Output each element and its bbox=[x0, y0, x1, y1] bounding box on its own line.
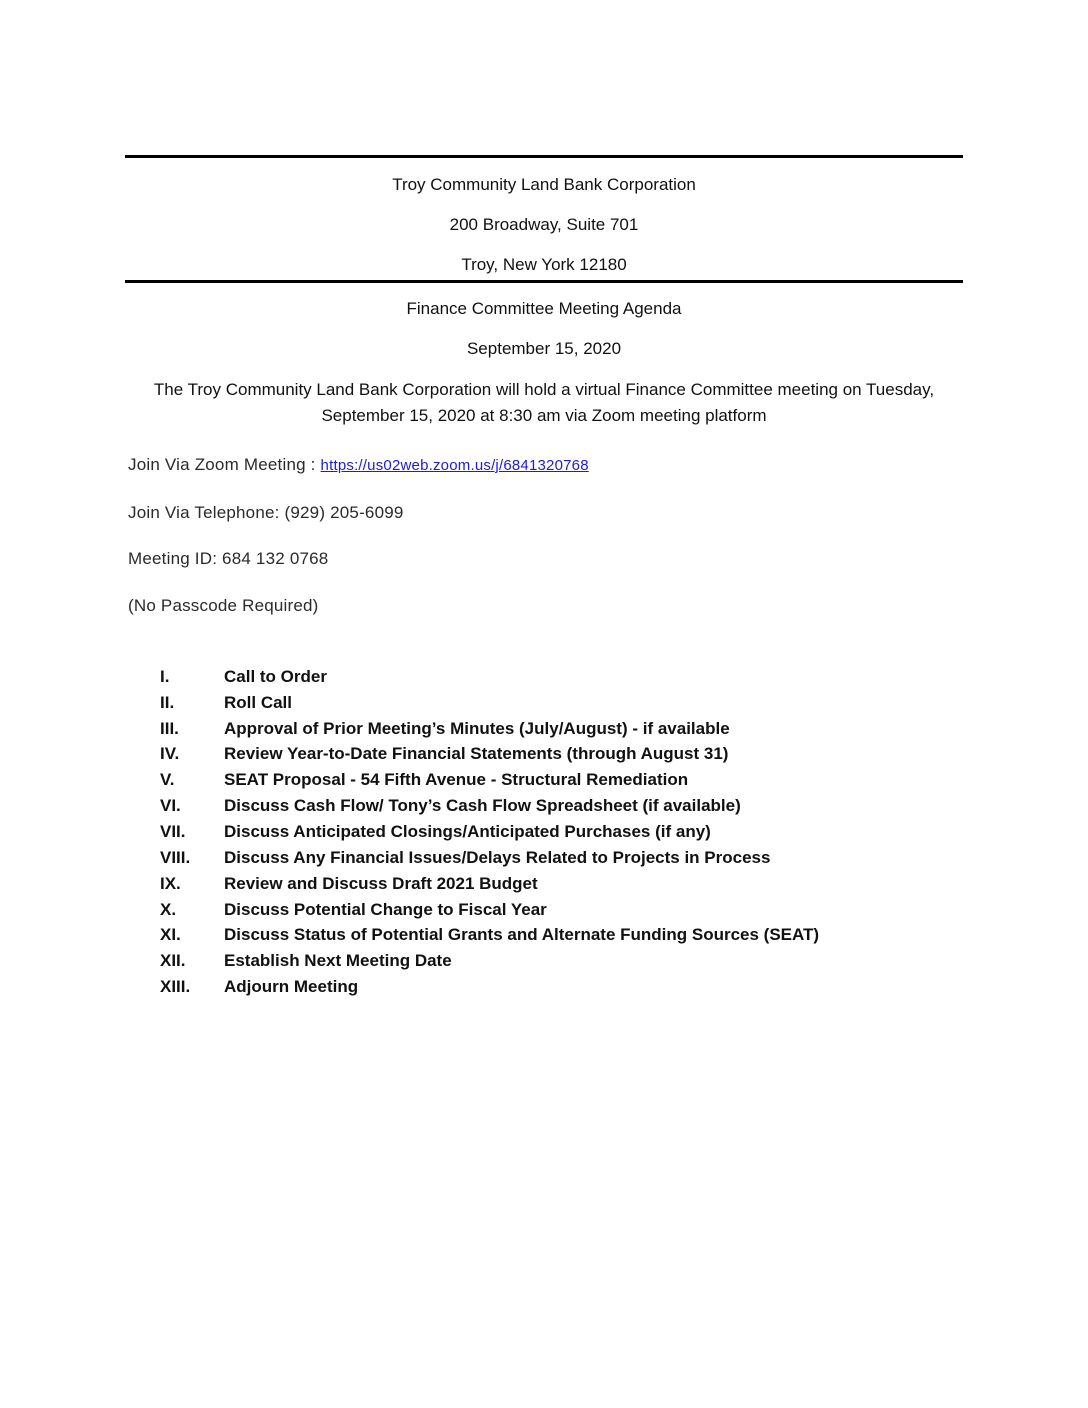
agenda-item bbox=[160, 897, 880, 923]
agenda-item bbox=[160, 716, 880, 742]
telephone-line: Join Via Telephone: (929) 205-6099 bbox=[128, 503, 404, 522]
agenda-item bbox=[160, 819, 880, 845]
agenda-item-text: Roll Call bbox=[224, 692, 293, 712]
agenda-item-text: Discuss Status of Potential Grants and Alternate Funding Sources (SEAT) bbox=[224, 925, 820, 945]
agenda-item bbox=[160, 793, 880, 819]
agenda-item-text: Discuss Anticipated Closings/Anticipated Purchases (if any) bbox=[224, 821, 711, 841]
passcode-note: (No Passcode Required) bbox=[128, 596, 319, 615]
agenda-item-number: XIII. bbox=[160, 977, 191, 997]
agenda-item-text: Call to Order bbox=[224, 666, 327, 686]
agenda-item bbox=[160, 767, 880, 793]
agenda-item-number: I. bbox=[160, 666, 170, 686]
agenda-list bbox=[160, 664, 880, 1000]
agenda-item-number: VIII. bbox=[160, 847, 191, 867]
agenda-item bbox=[160, 922, 880, 948]
agenda-item-number: II. bbox=[160, 692, 175, 712]
agenda-item bbox=[160, 871, 880, 897]
agenda-item-text: Establish Next Meeting Date bbox=[224, 951, 452, 971]
agenda-item-number: XII. bbox=[160, 951, 186, 971]
meeting-intro bbox=[120, 377, 968, 429]
agenda-item bbox=[160, 974, 880, 1000]
agenda-item-number: IX. bbox=[160, 873, 181, 893]
agenda-item bbox=[160, 948, 880, 974]
intro-line-1: The Troy Community Land Bank Corporation will hold a virtual Finance Committee meeting on Tuesday, bbox=[153, 380, 935, 399]
header-divider bbox=[125, 280, 963, 283]
agenda-item-text: Review Year-to-Date Financial Statements (through August 31) bbox=[224, 744, 729, 764]
agenda-item-number: VI. bbox=[160, 796, 181, 816]
top-divider bbox=[125, 155, 963, 158]
agenda-item-text: Discuss Potential Change to Fiscal Year bbox=[224, 899, 547, 919]
meeting-date: September 15, 2020 bbox=[466, 339, 622, 358]
zoom-join-line bbox=[128, 454, 589, 477]
agenda-item-text: Approval of Prior Meeting’s Minutes (July/August) - if available bbox=[224, 718, 730, 738]
agenda-item-number: VII. bbox=[160, 821, 186, 841]
org-address: 200 Broadway, Suite 701 bbox=[449, 215, 639, 234]
agenda-item-text: Discuss Any Financial Issues/Delays Related to Projects in Process bbox=[224, 847, 771, 867]
agenda-item bbox=[160, 845, 880, 871]
agenda-item-text: Adjourn Meeting bbox=[224, 977, 359, 997]
agenda-item bbox=[160, 690, 880, 716]
agenda-item bbox=[160, 742, 880, 768]
meeting-title: Finance Committee Meeting Agenda bbox=[406, 299, 682, 318]
meeting-id: Meeting ID: 684 132 0768 bbox=[128, 549, 329, 568]
agenda-item-number: III. bbox=[160, 718, 179, 738]
agenda-item-text: Discuss Cash Flow/ Tony’s Cash Flow Spreadsheet (if available) bbox=[224, 796, 741, 816]
org-city: Troy, New York 12180 bbox=[461, 255, 627, 274]
agenda-item-number: V. bbox=[160, 770, 175, 790]
intro-line-2: September 15, 2020 at 8:30 am via Zoom meeting platform bbox=[321, 406, 767, 425]
agenda-item-number: IV. bbox=[160, 744, 180, 764]
agenda-item-text: SEAT Proposal - 54 Fifth Avenue - Structural Remediation bbox=[224, 770, 689, 790]
agenda-item-number: X. bbox=[160, 899, 177, 919]
zoom-meeting-link[interactable]: https://us02web.zoom.us/j/6841320768 bbox=[320, 457, 589, 474]
org-name: Troy Community Land Bank Corporation bbox=[392, 175, 696, 194]
agenda-item-number: XI. bbox=[160, 925, 181, 945]
agenda-item bbox=[160, 664, 880, 690]
agenda-item-text: Review and Discuss Draft 2021 Budget bbox=[224, 873, 538, 893]
zoom-join-label: Join Via Zoom Meeting : bbox=[128, 455, 316, 474]
